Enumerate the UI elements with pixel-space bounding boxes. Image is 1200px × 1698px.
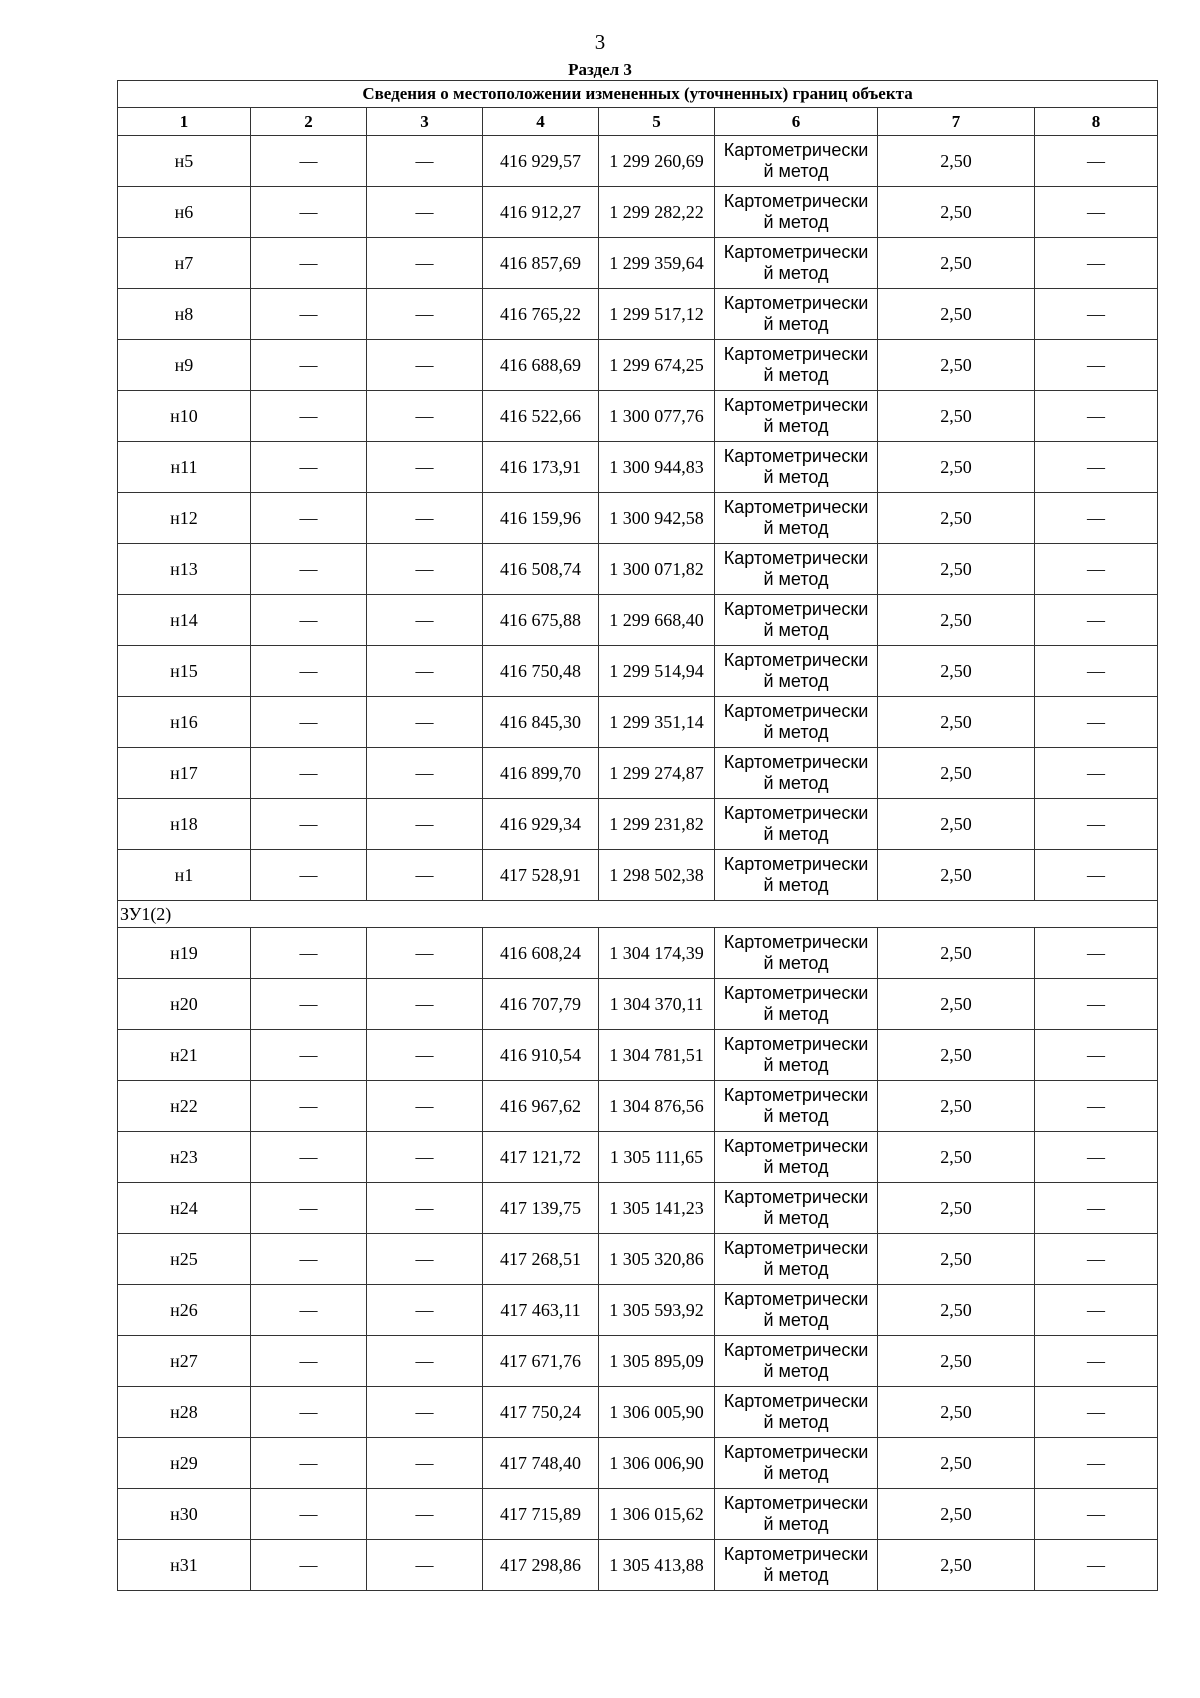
column-number: 3 [367,108,483,136]
table-row [118,1081,1158,1132]
table-row [118,1336,1158,1387]
table-row [118,238,1158,289]
method-cell: Картометрически й метод [715,748,878,799]
point-name-cell: н31 [118,1540,251,1591]
accuracy-cell: 2,50 [878,1183,1035,1234]
point-name-cell: н22 [118,1081,251,1132]
table-row [118,340,1158,391]
accuracy-cell: 2,50 [878,544,1035,595]
point-name-cell: н5 [118,136,251,187]
x-coordinate-cell: 416 910,54 [483,1030,599,1081]
x-coordinate-cell: 416 899,70 [483,748,599,799]
column-2-cell: — [251,979,367,1030]
method-cell: Картометрически й метод [715,238,878,289]
table-row [118,1183,1158,1234]
method-cell: Картометрически й метод [715,928,878,979]
x-coordinate-cell: 417 750,24 [483,1387,599,1438]
table-row [118,289,1158,340]
column-2-cell: — [251,1285,367,1336]
column-2-cell: — [251,544,367,595]
y-coordinate-cell: 1 299 514,94 [599,646,715,697]
column-3-cell: — [367,1285,483,1336]
y-coordinate-cell: 1 300 942,58 [599,493,715,544]
point-name-cell: н29 [118,1438,251,1489]
accuracy-cell: 2,50 [878,928,1035,979]
x-coordinate-cell: 417 715,89 [483,1489,599,1540]
y-coordinate-cell: 1 305 413,88 [599,1540,715,1591]
column-8-cell: — [1035,391,1158,442]
column-8-cell: — [1035,1489,1158,1540]
point-name-cell: н6 [118,187,251,238]
table-body [118,136,1158,1591]
method-cell: Картометрически й метод [715,799,878,850]
accuracy-cell: 2,50 [878,289,1035,340]
column-2-cell: — [251,1081,367,1132]
table-row [118,544,1158,595]
table-row [118,1234,1158,1285]
accuracy-cell: 2,50 [878,493,1035,544]
point-name-cell: н19 [118,928,251,979]
column-8-cell: — [1035,1183,1158,1234]
accuracy-cell: 2,50 [878,442,1035,493]
method-cell: Картометрически й метод [715,289,878,340]
column-2-cell: — [251,391,367,442]
x-coordinate-cell: 416 688,69 [483,340,599,391]
y-coordinate-cell: 1 300 071,82 [599,544,715,595]
point-name-cell: н8 [118,289,251,340]
method-cell: Картометрически й метод [715,979,878,1030]
column-8-cell: — [1035,1438,1158,1489]
table-row [118,1132,1158,1183]
point-name-cell: н24 [118,1183,251,1234]
column-8-cell: — [1035,1285,1158,1336]
column-2-cell: — [251,1438,367,1489]
y-coordinate-cell: 1 304 174,39 [599,928,715,979]
column-8-cell: — [1035,1081,1158,1132]
column-2-cell: — [251,1540,367,1591]
point-name-cell: н30 [118,1489,251,1540]
column-8-cell: — [1035,1132,1158,1183]
column-3-cell: — [367,1336,483,1387]
table-row [118,850,1158,901]
table-row [118,979,1158,1030]
y-coordinate-cell: 1 304 781,51 [599,1030,715,1081]
method-cell: Картометрически й метод [715,1336,878,1387]
section-title: Раздел 3 [568,60,632,79]
accuracy-cell: 2,50 [878,238,1035,289]
x-coordinate-cell: 417 463,11 [483,1285,599,1336]
accuracy-cell: 2,50 [878,850,1035,901]
accuracy-cell: 2,50 [878,1132,1035,1183]
method-cell: Картометрически й метод [715,595,878,646]
column-2-cell: — [251,799,367,850]
column-2-cell: — [251,1387,367,1438]
column-3-cell: — [367,1540,483,1591]
column-8-cell: — [1035,238,1158,289]
x-coordinate-cell: 416 912,27 [483,187,599,238]
point-name-cell: н10 [118,391,251,442]
column-8-cell: — [1035,595,1158,646]
column-8-cell: — [1035,442,1158,493]
column-3-cell: — [367,1489,483,1540]
method-cell: Картометрически й метод [715,1540,878,1591]
y-coordinate-cell: 1 299 231,82 [599,799,715,850]
point-name-cell: н13 [118,544,251,595]
point-name-cell: н1 [118,850,251,901]
accuracy-cell: 2,50 [878,1540,1035,1591]
y-coordinate-cell: 1 305 141,23 [599,1183,715,1234]
column-8-cell: — [1035,646,1158,697]
column-2-cell: — [251,1030,367,1081]
point-name-cell: н23 [118,1132,251,1183]
column-3-cell: — [367,544,483,595]
column-2-cell: — [251,697,367,748]
x-coordinate-cell: 416 522,66 [483,391,599,442]
column-number: 7 [878,108,1035,136]
method-cell: Картометрически й метод [715,1387,878,1438]
x-coordinate-cell: 417 139,75 [483,1183,599,1234]
column-2-cell: — [251,442,367,493]
column-2-cell: — [251,1234,367,1285]
method-cell: Картометрически й метод [715,1285,878,1336]
column-8-cell: — [1035,187,1158,238]
column-8-cell: — [1035,1336,1158,1387]
table-caption: Сведения о местоположении измененных (уточненных) границ объекта [118,81,1158,108]
table-caption-row [118,81,1158,108]
column-number: 4 [483,108,599,136]
column-3-cell: — [367,748,483,799]
column-3-cell: — [367,1183,483,1234]
column-number: 2 [251,108,367,136]
y-coordinate-cell: 1 298 502,38 [599,850,715,901]
table-row [118,1438,1158,1489]
column-3-cell: — [367,340,483,391]
x-coordinate-cell: 416 707,79 [483,979,599,1030]
accuracy-cell: 2,50 [878,187,1035,238]
table-row [118,187,1158,238]
point-name-cell: н18 [118,799,251,850]
y-coordinate-cell: 1 306 006,90 [599,1438,715,1489]
y-coordinate-cell: 1 299 274,87 [599,748,715,799]
point-name-cell: н9 [118,340,251,391]
column-2-cell: — [251,238,367,289]
table-row [118,1030,1158,1081]
column-number: 5 [599,108,715,136]
method-cell: Картометрически й метод [715,697,878,748]
column-8-cell: — [1035,979,1158,1030]
column-8-cell: — [1035,1540,1158,1591]
table-row [118,928,1158,979]
method-cell: Картометрически й метод [715,544,878,595]
column-number: 8 [1035,108,1158,136]
x-coordinate-cell: 416 675,88 [483,595,599,646]
group-label: ЗУ1(2) [118,901,1158,928]
column-8-cell: — [1035,493,1158,544]
y-coordinate-cell: 1 305 593,92 [599,1285,715,1336]
table-row [118,391,1158,442]
method-cell: Картометрически й метод [715,1438,878,1489]
table-row [118,646,1158,697]
column-2-cell: — [251,748,367,799]
table-row [118,1285,1158,1336]
y-coordinate-cell: 1 304 370,11 [599,979,715,1030]
column-2-cell: — [251,850,367,901]
column-2-cell: — [251,136,367,187]
method-cell: Картометрически й метод [715,187,878,238]
point-name-cell: н27 [118,1336,251,1387]
method-cell: Картометрически й метод [715,442,878,493]
y-coordinate-cell: 1 299 260,69 [599,136,715,187]
column-3-cell: — [367,1234,483,1285]
method-cell: Картометрически й метод [715,850,878,901]
accuracy-cell: 2,50 [878,979,1035,1030]
point-name-cell: н7 [118,238,251,289]
accuracy-cell: 2,50 [878,1030,1035,1081]
table-row [118,136,1158,187]
column-2-cell: — [251,1336,367,1387]
column-number: 1 [118,108,251,136]
column-8-cell: — [1035,289,1158,340]
column-3-cell: — [367,187,483,238]
column-2-cell: — [251,1489,367,1540]
column-3-cell: — [367,493,483,544]
table-row [118,493,1158,544]
point-name-cell: н11 [118,442,251,493]
column-3-cell: — [367,850,483,901]
accuracy-cell: 2,50 [878,1081,1035,1132]
x-coordinate-cell: 417 671,76 [483,1336,599,1387]
column-3-cell: — [367,1132,483,1183]
point-name-cell: н17 [118,748,251,799]
accuracy-cell: 2,50 [878,340,1035,391]
column-2-cell: — [251,928,367,979]
method-cell: Картометрически й метод [715,136,878,187]
y-coordinate-cell: 1 299 668,40 [599,595,715,646]
column-3-cell: — [367,595,483,646]
column-2-cell: — [251,646,367,697]
table-row [118,697,1158,748]
accuracy-cell: 2,50 [878,748,1035,799]
accuracy-cell: 2,50 [878,697,1035,748]
accuracy-cell: 2,50 [878,1336,1035,1387]
y-coordinate-cell: 1 304 876,56 [599,1081,715,1132]
column-8-cell: — [1035,799,1158,850]
accuracy-cell: 2,50 [878,1285,1035,1336]
method-cell: Картометрически й метод [715,493,878,544]
column-3-cell: — [367,1081,483,1132]
x-coordinate-cell: 416 929,34 [483,799,599,850]
accuracy-cell: 2,50 [878,136,1035,187]
y-coordinate-cell: 1 299 517,12 [599,289,715,340]
method-cell: Картометрически й метод [715,646,878,697]
point-name-cell: н28 [118,1387,251,1438]
method-cell: Картометрически й метод [715,340,878,391]
x-coordinate-cell: 416 173,91 [483,442,599,493]
column-8-cell: — [1035,1030,1158,1081]
column-3-cell: — [367,697,483,748]
column-2-cell: — [251,1183,367,1234]
point-name-cell: н15 [118,646,251,697]
column-3-cell: — [367,289,483,340]
page-number: 3 [594,30,606,54]
y-coordinate-cell: 1 299 282,22 [599,187,715,238]
y-coordinate-cell: 1 305 320,86 [599,1234,715,1285]
column-3-cell: — [367,136,483,187]
column-3-cell: — [367,391,483,442]
column-3-cell: — [367,1387,483,1438]
column-2-cell: — [251,187,367,238]
column-8-cell: — [1035,340,1158,391]
x-coordinate-cell: 416 765,22 [483,289,599,340]
x-coordinate-cell: 417 298,86 [483,1540,599,1591]
x-coordinate-cell: 416 508,74 [483,544,599,595]
accuracy-cell: 2,50 [878,799,1035,850]
column-3-cell: — [367,799,483,850]
y-coordinate-cell: 1 306 005,90 [599,1387,715,1438]
column-2-cell: — [251,595,367,646]
accuracy-cell: 2,50 [878,1489,1035,1540]
column-8-cell: — [1035,544,1158,595]
x-coordinate-cell: 416 929,57 [483,136,599,187]
x-coordinate-cell: 416 608,24 [483,928,599,979]
column-8-cell: — [1035,928,1158,979]
coordinates-table [117,80,1158,1591]
table-row [118,595,1158,646]
x-coordinate-cell: 417 121,72 [483,1132,599,1183]
y-coordinate-cell: 1 299 351,14 [599,697,715,748]
table-row [118,1489,1158,1540]
x-coordinate-cell: 416 750,48 [483,646,599,697]
method-cell: Картометрически й метод [715,1030,878,1081]
table-row [118,442,1158,493]
x-coordinate-cell: 417 268,51 [483,1234,599,1285]
accuracy-cell: 2,50 [878,391,1035,442]
point-name-cell: н21 [118,1030,251,1081]
column-3-cell: — [367,646,483,697]
column-8-cell: — [1035,748,1158,799]
accuracy-cell: 2,50 [878,595,1035,646]
column-8-cell: — [1035,697,1158,748]
column-3-cell: — [367,1438,483,1489]
column-number-row [118,108,1158,136]
method-cell: Картометрически й метод [715,1132,878,1183]
column-2-cell: — [251,289,367,340]
point-name-cell: н12 [118,493,251,544]
column-2-cell: — [251,1132,367,1183]
x-coordinate-cell: 416 857,69 [483,238,599,289]
method-cell: Картометрически й метод [715,1234,878,1285]
column-8-cell: — [1035,136,1158,187]
point-name-cell: н14 [118,595,251,646]
method-cell: Картометрически й метод [715,1081,878,1132]
accuracy-cell: 2,50 [878,1438,1035,1489]
point-name-cell: н16 [118,697,251,748]
method-cell: Картометрически й метод [715,1183,878,1234]
point-name-cell: н26 [118,1285,251,1336]
column-3-cell: — [367,238,483,289]
column-number: 6 [715,108,878,136]
x-coordinate-cell: 417 528,91 [483,850,599,901]
y-coordinate-cell: 1 299 359,64 [599,238,715,289]
accuracy-cell: 2,50 [878,646,1035,697]
column-2-cell: — [251,493,367,544]
y-coordinate-cell: 1 299 674,25 [599,340,715,391]
column-8-cell: — [1035,850,1158,901]
y-coordinate-cell: 1 300 944,83 [599,442,715,493]
x-coordinate-cell: 416 159,96 [483,493,599,544]
column-8-cell: — [1035,1387,1158,1438]
point-name-cell: н20 [118,979,251,1030]
table-row [118,1540,1158,1591]
group-header-row [118,901,1158,928]
accuracy-cell: 2,50 [878,1387,1035,1438]
column-3-cell: — [367,928,483,979]
table-row [118,748,1158,799]
method-cell: Картометрически й метод [715,1489,878,1540]
table-row [118,1387,1158,1438]
y-coordinate-cell: 1 306 015,62 [599,1489,715,1540]
point-name-cell: н25 [118,1234,251,1285]
column-2-cell: — [251,340,367,391]
column-3-cell: — [367,1030,483,1081]
column-3-cell: — [367,442,483,493]
x-coordinate-cell: 417 748,40 [483,1438,599,1489]
x-coordinate-cell: 416 967,62 [483,1081,599,1132]
column-3-cell: — [367,979,483,1030]
table-row [118,799,1158,850]
column-8-cell: — [1035,1234,1158,1285]
y-coordinate-cell: 1 300 077,76 [599,391,715,442]
x-coordinate-cell: 416 845,30 [483,697,599,748]
accuracy-cell: 2,50 [878,1234,1035,1285]
method-cell: Картометрически й метод [715,391,878,442]
y-coordinate-cell: 1 305 895,09 [599,1336,715,1387]
y-coordinate-cell: 1 305 111,65 [599,1132,715,1183]
